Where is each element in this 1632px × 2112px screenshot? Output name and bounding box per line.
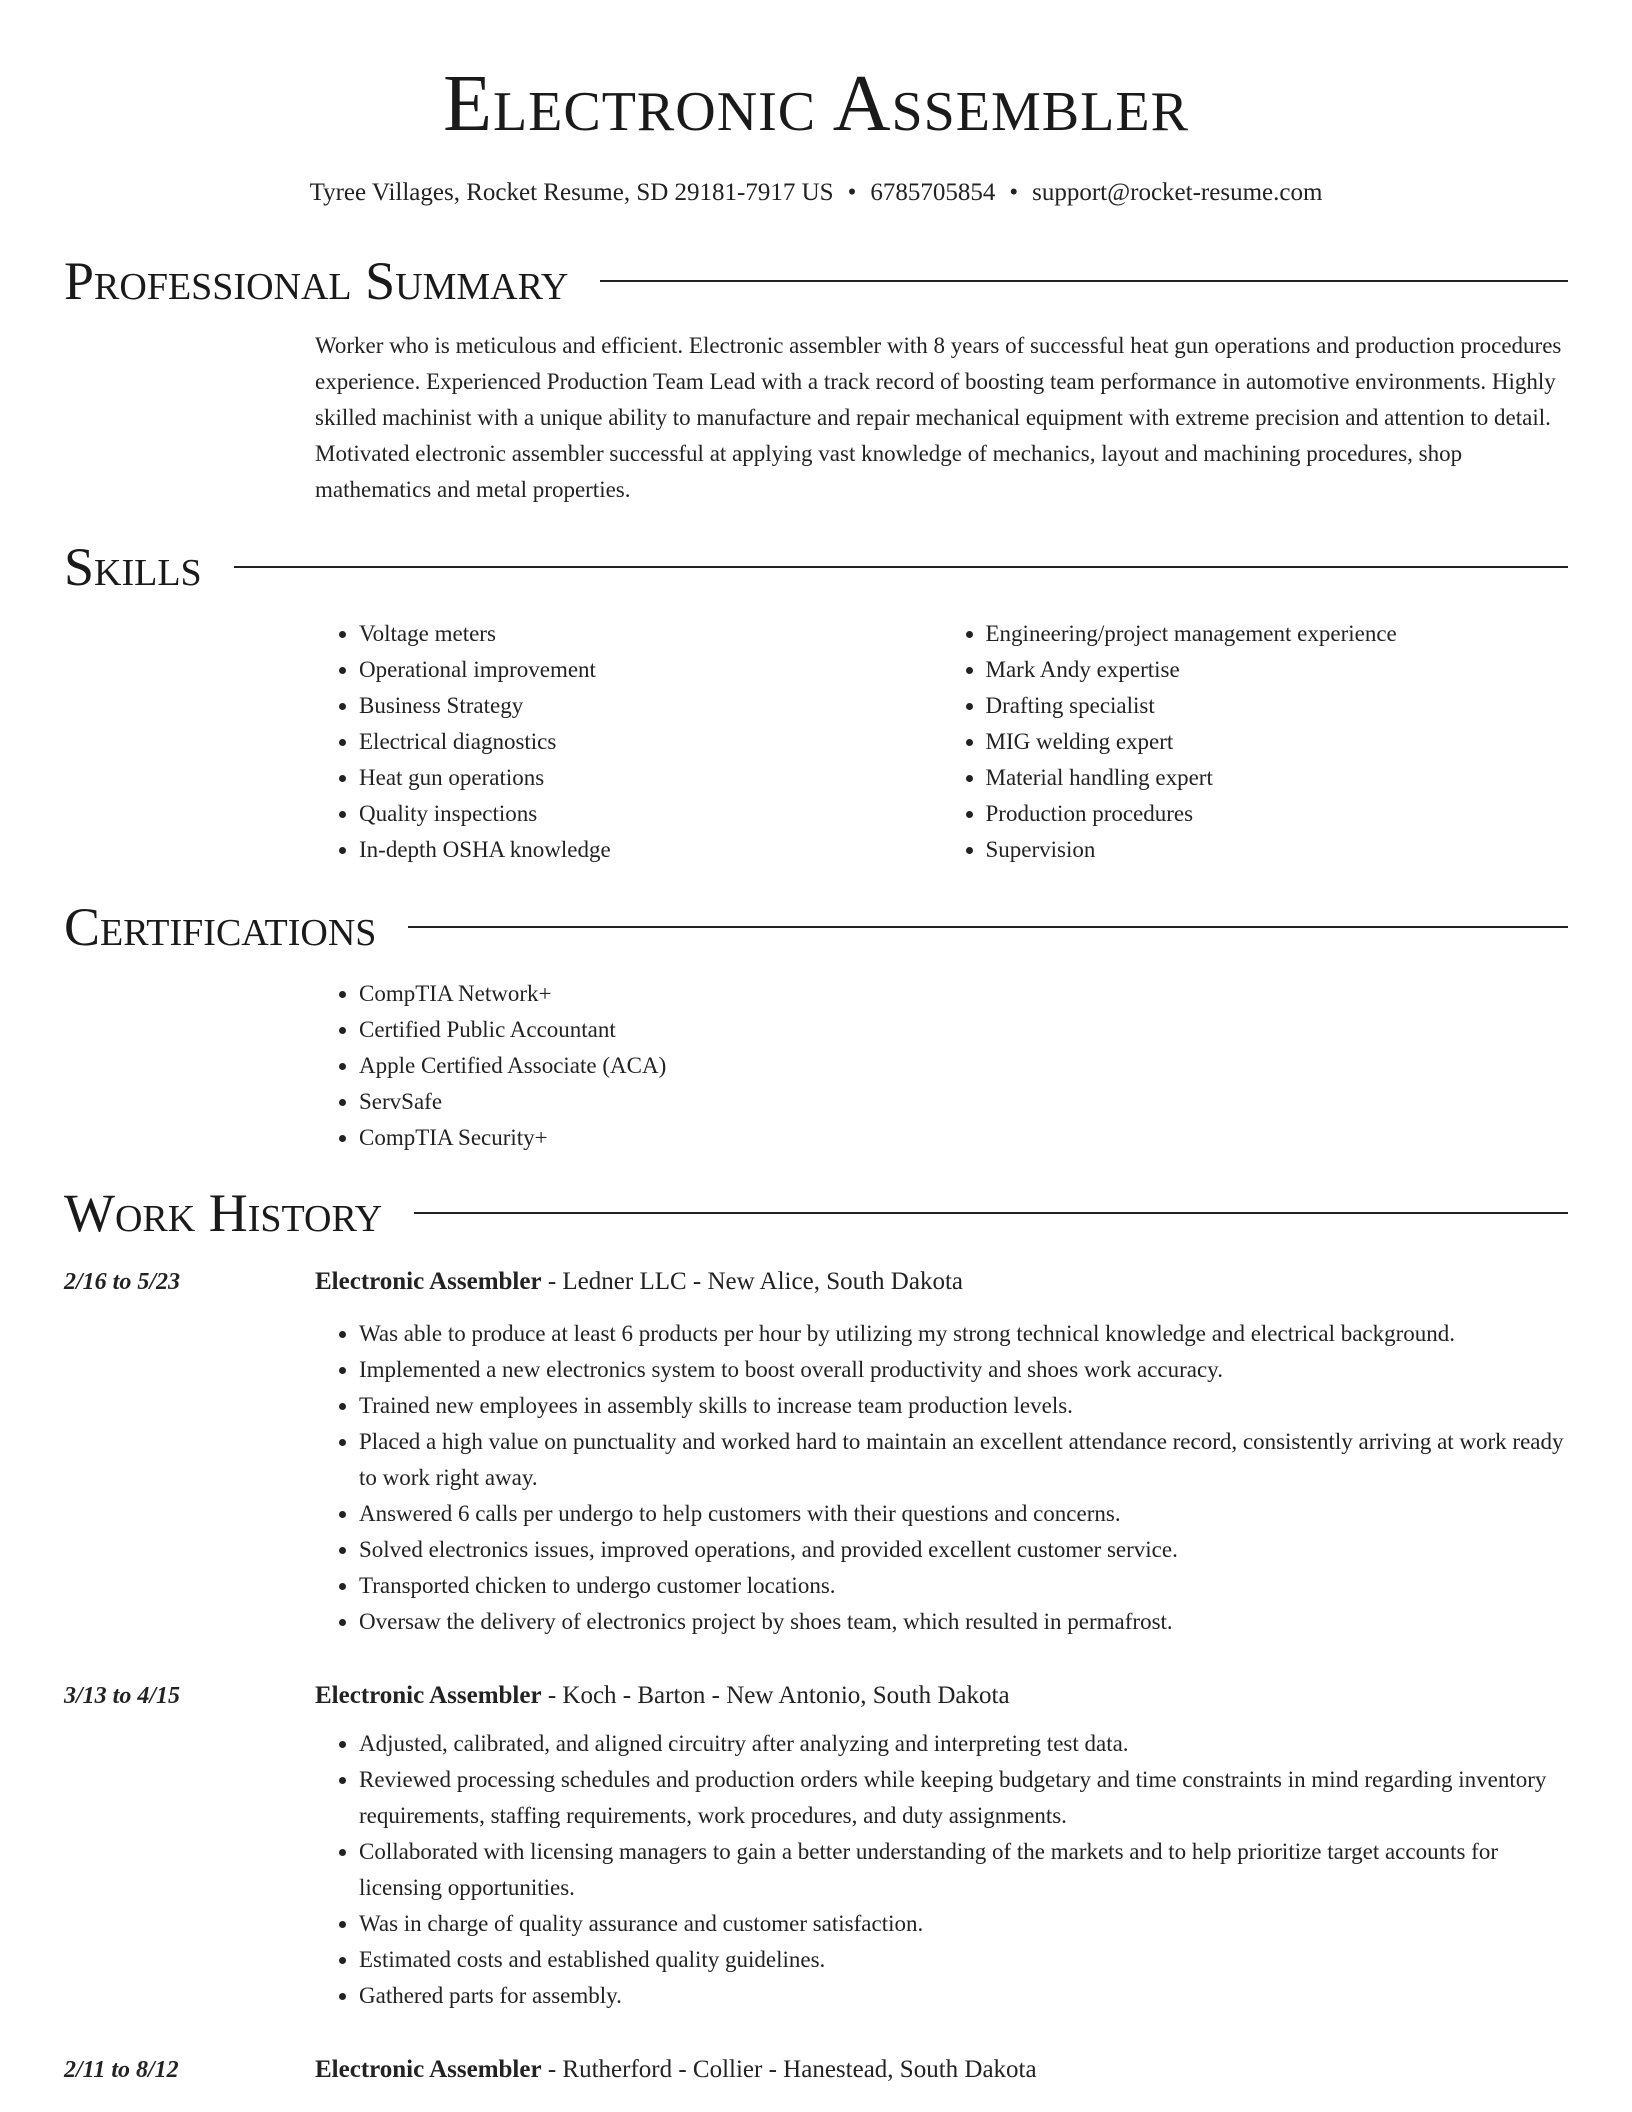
job-bullet: • Adjusted, calibrated, and aligned circuitry after analyzing and interpreting test data. xyxy=(359,1726,1568,1762)
job-body xyxy=(315,2052,1568,2088)
job-role: Electronic Assembler xyxy=(315,1682,542,1709)
contact-separator: • xyxy=(847,179,857,206)
job-entry xyxy=(64,1264,1568,1640)
job-employer: - Ledner LLC - New Alice, South Dakota xyxy=(541,1268,963,1295)
job-bullet: • Collaborated with licensing managers to gain a better understanding of the markets and to help prioritize target accounts for licensing opportunities. xyxy=(359,1834,1568,1906)
job-dates: 3/13 to 4/15 xyxy=(64,1683,181,1709)
skill-item: • Drafting specialist xyxy=(986,688,1569,724)
certification-item: • CompTIA Network+ xyxy=(359,976,1568,1012)
job-bullet: • Transported chicken to undergo customer locations. xyxy=(359,1568,1568,1604)
job-entry xyxy=(64,1678,1568,2014)
job-employer: - Rutherford - Collier - Hanestead, South Dakota xyxy=(541,2056,1037,2083)
skill-item: • MIG welding expert xyxy=(986,724,1569,760)
skill-item: • Production procedures xyxy=(986,796,1569,832)
certification-item: • Apple Certified Associate (ACA) xyxy=(359,1048,1568,1084)
contact-email: support@rocket-resume.com xyxy=(1032,179,1323,206)
job-bullet: • Implemented a new electronics system to boost overall productivity and shoes work accuracy. xyxy=(359,1352,1568,1388)
certification-item: • Certified Public Accountant xyxy=(359,1012,1568,1048)
section-divider xyxy=(408,926,1568,928)
job-role: Electronic Assembler xyxy=(315,1268,542,1295)
contact-separator: • xyxy=(1009,179,1019,206)
skill-item: • Voltage meters xyxy=(359,616,942,652)
resume-name: Electronic Assembler xyxy=(443,60,1189,148)
certification-item: • CompTIA Security+ xyxy=(359,1120,1568,1156)
job-bullet: • Solved electronics issues, improved operations, and provided excellent customer service. xyxy=(359,1532,1568,1568)
certifications-heading: Certifications xyxy=(64,897,377,957)
resume-page xyxy=(64,0,1568,2088)
job-body xyxy=(315,1264,1568,1640)
certifications-section-header xyxy=(64,894,1568,960)
skill-item: • Operational improvement xyxy=(359,652,942,688)
skill-item: • In-depth OSHA knowledge xyxy=(359,832,942,868)
skill-item: • Supervision xyxy=(986,832,1569,868)
job-role: Electronic Assembler xyxy=(315,2056,542,2083)
job-bullets xyxy=(315,1316,1568,1640)
job-dates: 2/16 to 5/23 xyxy=(64,1269,181,1295)
job-bullet: • Answered 6 calls per undergo to help customers with their questions and concerns. xyxy=(359,1496,1568,1532)
skill-item: • Material handling expert xyxy=(986,760,1569,796)
skills-list xyxy=(315,616,1568,868)
skill-item: • Business Strategy xyxy=(359,688,942,724)
job-bullet: • Placed a high value on punctuality and worked hard to maintain an excellent attendance record, consistently arriving at work ready to work right away. xyxy=(359,1424,1568,1496)
section-divider xyxy=(234,566,1568,568)
job-bullet: • Estimated costs and established quality guidelines. xyxy=(359,1942,1568,1978)
job-bullet: • Trained new employees in assembly skills to increase team production levels. xyxy=(359,1388,1568,1424)
contact-phone: 6785705854 xyxy=(870,179,996,206)
summary-text: Worker who is meticulous and efficient. Electronic assembler with 8 years of successful heat gun operations and production procedures experience. Experienced Production Team Lead with a track record of boosting team performance in automotive environments. Highly skilled machinist with a unique ability to manufacture and repair mechanical equipment with extreme precision and attention to detail. Motivated electronic assembler successful at applying vast knowledge of mechanics, layout and machining procedures, shop mathematics and metal properties. xyxy=(315,333,1562,502)
job-entry xyxy=(64,2052,1568,2088)
skills-column-right xyxy=(942,616,1569,868)
job-bullet: • Was in charge of quality assurance and customer satisfaction. xyxy=(359,1906,1568,1942)
skill-item: • Mark Andy expertise xyxy=(986,652,1569,688)
skill-item: • Electrical diagnostics xyxy=(359,724,942,760)
work-history-heading: Work History xyxy=(64,1183,383,1243)
job-bullet: • Was able to produce at least 6 products per hour by utilizing my strong technical knowledge and electrical background. xyxy=(359,1316,1568,1352)
skill-item: • Quality inspections xyxy=(359,796,942,832)
job-title-line xyxy=(315,1678,1568,1714)
section-divider xyxy=(600,280,1568,282)
work-history-section-header xyxy=(64,1180,1568,1246)
skill-item: • Engineering/project management experience xyxy=(986,616,1569,652)
job-bullet: • Oversaw the delivery of electronics project by shoes team, which resulted in permafrost. xyxy=(359,1604,1568,1640)
contact-line xyxy=(64,176,1568,210)
section-divider xyxy=(414,1212,1568,1214)
job-employer: - Koch - Barton - New Antonio, South Dakota xyxy=(541,1682,1010,1709)
summary-heading: Professional Summary xyxy=(64,251,569,311)
job-bullet: • Gathered parts for assembly. xyxy=(359,1978,1568,2014)
contact-address: Tyree Villages, Rocket Resume, SD 29181-7917 US xyxy=(309,179,834,206)
certification-item: • ServSafe xyxy=(359,1084,1568,1120)
summary-section-header xyxy=(64,248,1568,314)
skills-heading: Skills xyxy=(64,537,202,597)
job-bullet: • Reviewed processing schedules and production orders while keeping budgetary and time constraints in mind regarding inventory requirements, staffing requirements, work procedures, and duty assignments. xyxy=(359,1762,1568,1834)
skills-column-left xyxy=(315,616,942,868)
skills-section-header xyxy=(64,534,1568,600)
skill-item: • Heat gun operations xyxy=(359,760,942,796)
job-title-line xyxy=(315,2052,1568,2088)
job-body xyxy=(315,1678,1568,2014)
job-bullets xyxy=(315,1726,1568,2014)
certifications-list xyxy=(315,976,1568,1156)
certifications-bullets xyxy=(315,976,1568,1156)
job-title-line xyxy=(315,1264,1568,1300)
job-dates: 2/11 to 8/12 xyxy=(64,2057,179,2083)
